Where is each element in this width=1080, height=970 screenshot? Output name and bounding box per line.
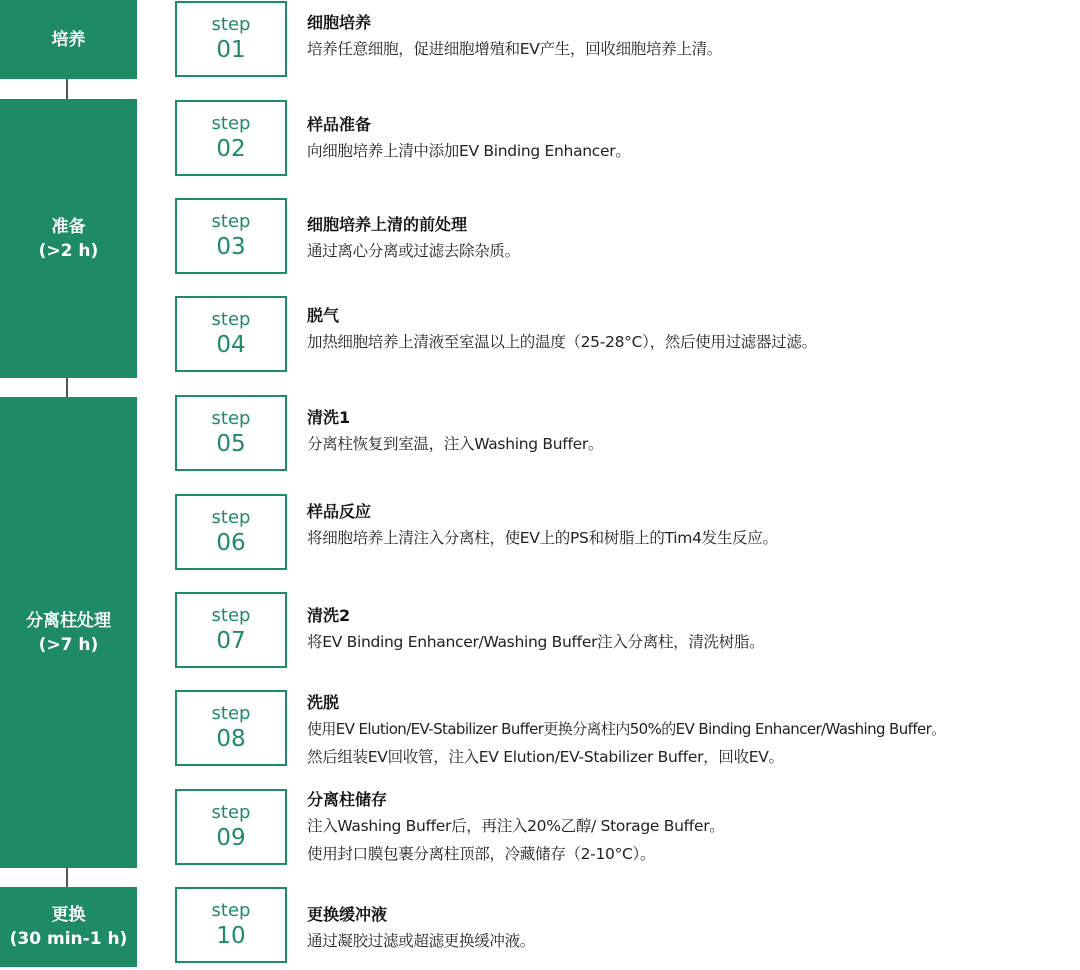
step-description-01 — [307, 11, 1080, 63]
step-box-07 — [175, 592, 287, 668]
step-description-03 — [307, 213, 1080, 265]
phase-duration: (30 min-1 h) — [9, 929, 128, 949]
phase-culture — [0, 0, 137, 79]
step-title: 脱气 — [307, 306, 340, 325]
step-title: 洗脱 — [307, 693, 340, 712]
step-description-08 — [307, 691, 1080, 771]
step-label: step — [211, 309, 251, 330]
step-text: 使用封口膜包裹分离柱顶部，冷藏储存（2-10°C）。 — [307, 845, 656, 863]
phase-preparation — [0, 99, 137, 378]
step-number: 03 — [216, 234, 246, 260]
step-box-10 — [175, 887, 287, 963]
step-label: step — [211, 408, 251, 429]
step-description-02 — [307, 113, 1080, 165]
phase-duration: (>2 h) — [38, 240, 99, 261]
phase-connector — [66, 79, 68, 99]
phase-name: 更换 — [51, 905, 86, 925]
step-label: step — [211, 507, 251, 528]
step-text: 向细胞培养上清中添加EV Binding Enhancer。 — [307, 142, 631, 160]
step-title: 清洗1 — [307, 408, 351, 427]
step-text: 培养任意细胞，促进细胞增殖和EV产生，回收细胞培养上清。 — [307, 40, 722, 58]
step-number: 02 — [216, 136, 246, 162]
step-title: 分离柱储存 — [307, 790, 388, 809]
step-title: 细胞培养上清的前处理 — [307, 215, 468, 234]
phase-buffer-exchange — [0, 887, 137, 967]
step-description-10 — [307, 903, 1080, 955]
phase-connector — [66, 378, 68, 397]
step-number: 05 — [216, 431, 246, 457]
step-title: 清洗2 — [307, 606, 351, 625]
step-description-04 — [307, 304, 1080, 356]
phase-duration: (>7 h) — [38, 634, 99, 655]
step-number: 06 — [216, 530, 246, 556]
step-box-09 — [175, 789, 287, 865]
step-box-03 — [175, 198, 287, 274]
step-text: 使用EV Elution/EV-Stabilizer Buffer更换分离柱内50%的EV Binding Enhancer/Washing Buffer。 — [307, 720, 946, 738]
phase-connector — [66, 868, 68, 887]
step-text: 将EV Binding Enhancer/Washing Buffer注入分离柱，清洗树脂。 — [307, 633, 765, 651]
step-title: 细胞培养 — [307, 13, 372, 32]
step-box-04 — [175, 296, 287, 372]
step-text: 通过凝胶过滤或超滤更换缓冲液。 — [307, 932, 536, 950]
step-box-02 — [175, 100, 287, 176]
step-label: step — [211, 900, 251, 921]
step-label: step — [211, 802, 251, 823]
step-title: 样品准备 — [307, 115, 372, 134]
step-number: 08 — [216, 726, 246, 752]
step-number: 07 — [216, 628, 246, 654]
step-text: 加热细胞培养上清液至室温以上的温度（25-28°C），然后使用过滤器过滤。 — [307, 333, 817, 351]
phase-name: 分离柱处理 — [26, 610, 111, 631]
step-title: 更换缓冲液 — [307, 905, 388, 924]
step-label: step — [211, 14, 251, 35]
step-text: 然后组装EV回收管，注入EV Elution/EV-Stabilizer Buffer，回收EV。 — [307, 748, 784, 766]
step-label: step — [211, 605, 251, 626]
step-text: 分离柱恢复到室温，注入Washing Buffer。 — [307, 435, 604, 453]
step-description-05 — [307, 406, 1080, 458]
step-number: 10 — [216, 923, 246, 949]
step-text: 注入Washing Buffer后，再注入20%乙醇/ Storage Buffer。 — [307, 817, 725, 835]
step-number: 09 — [216, 825, 246, 851]
step-title: 样品反应 — [307, 502, 372, 521]
step-box-01 — [175, 1, 287, 77]
step-number: 04 — [216, 332, 246, 358]
phase-name: 准备 — [51, 216, 86, 237]
step-description-07 — [307, 604, 1080, 656]
step-description-06 — [307, 500, 1080, 552]
step-box-05 — [175, 395, 287, 471]
phase-column-processing — [0, 397, 137, 868]
step-box-08 — [175, 690, 287, 766]
step-label: step — [211, 703, 251, 724]
step-text: 将细胞培养上清注入分离柱，使EV上的PS和树脂上的Tim4发生反应。 — [307, 529, 778, 547]
phase-name: 培养 — [51, 29, 86, 50]
step-label: step — [211, 113, 251, 134]
step-number: 01 — [216, 37, 246, 63]
step-text: 通过离心分离或过滤去除杂质。 — [307, 242, 520, 260]
step-label: step — [211, 211, 251, 232]
step-box-06 — [175, 494, 287, 570]
step-description-09 — [307, 788, 1080, 868]
